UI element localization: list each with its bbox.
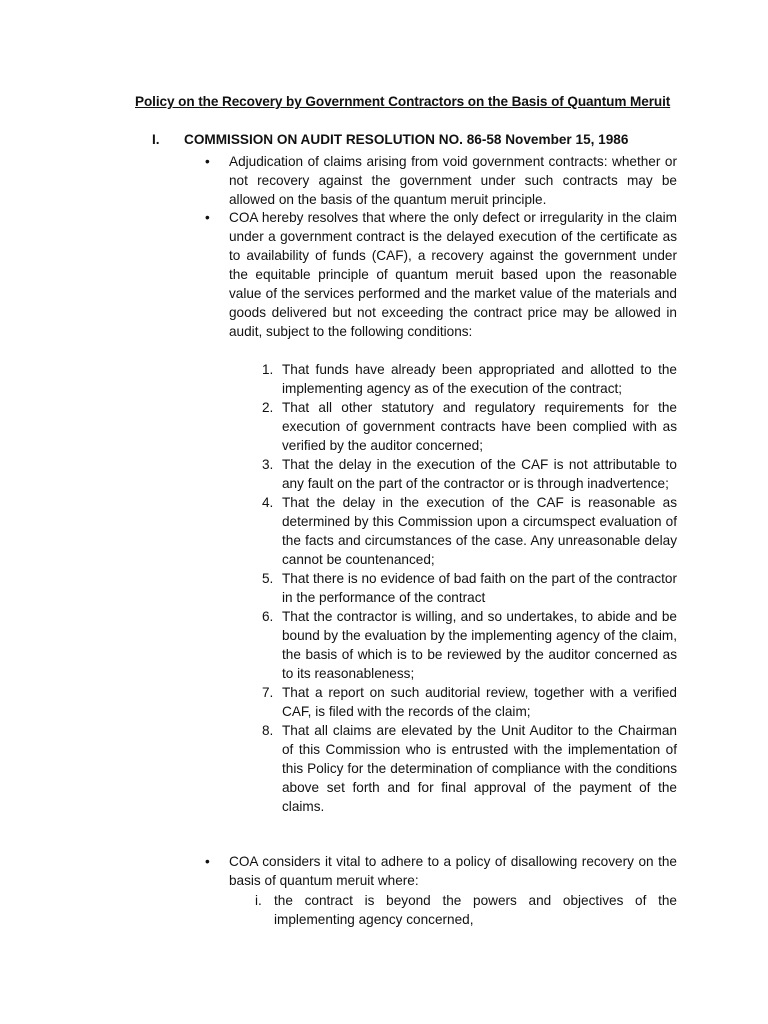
list-item-number: 7. [262, 685, 274, 700]
list-item-text: the contract is beyond the powers and objectives of the implementing agency concerned, [274, 893, 677, 927]
bullet-text: COA hereby resolves that where the only defect or irregularity in the claim under a government contract is the delayed execution of the certificate as to availability of funds (CAF), a recovery against the government under the equitable principle of quantum meruit based upon the reasonable value of the services performed and the market value of the materials and goods delivered but not exceeding the contract price may be allowed in audit, subject to the following conditions: [229, 210, 677, 339]
list-item [262, 398, 677, 455]
list-item-text: That a report on such auditorial review, together with a verified CAF, is filed with the records of the claim; [282, 685, 677, 719]
list-item-number: 4. [262, 495, 274, 510]
section-number: I. [152, 132, 160, 147]
list-item-number: 5. [262, 571, 274, 586]
section-heading-text: COMMISSION ON AUDIT RESOLUTION NO. 86-58 November 15, 1986 [184, 132, 629, 147]
bullet-item [205, 208, 677, 341]
bullet-text: COA considers it vital to adhere to a policy of disallowing recovery on the basis of quantum meruit where: [229, 854, 677, 888]
bullet-item [205, 152, 677, 209]
list-item [262, 607, 677, 683]
list-item-text: That all other statutory and regulatory requirements for the execution of government contracts have been complied with as verified by the auditor concerned; [282, 400, 677, 453]
list-item [255, 891, 677, 929]
list-item [262, 569, 677, 607]
bullet-icon: • [205, 854, 210, 869]
list-item-text: That all claims are elevated by the Unit Auditor to the Chairman of this Commission who is entrusted with the implementation of this Policy for the determination of compliance with the conditions above set forth and for final approval of the payment of the claims. [282, 723, 677, 814]
list-item-number: 1. [262, 362, 274, 377]
list-item-text: That the delay in the execution of the CAF is reasonable as determined by this Commission upon a circumspect evaluation of the facts and circumstances of the case. Any unreasonable delay cannot be countenanced; [282, 495, 677, 567]
bullet-item [205, 852, 677, 890]
list-item-numeral: i. [255, 893, 262, 908]
list-item-text: That the contractor is willing, and so undertakes, to abide and be bound by the evaluation by the implementing agency of the claim, the basis of which is to be reviewed by the auditor concerned as to its reasonableness; [282, 609, 677, 681]
conditions-list [262, 360, 677, 816]
list-item [262, 493, 677, 569]
list-item-text: That there is no evidence of bad faith on the part of the contractor in the performance of the contract [282, 571, 677, 605]
bullet-icon: • [205, 154, 210, 169]
list-item-number: 2. [262, 400, 274, 415]
list-item [262, 683, 677, 721]
section-heading [152, 132, 672, 147]
bullet-icon: • [205, 210, 210, 225]
document-title: Policy on the Recovery by Government Contractors on the Basis of Quantum Meruit [135, 94, 671, 109]
list-item-number: 6. [262, 609, 274, 624]
list-item-number: 8. [262, 723, 274, 738]
list-item [262, 721, 677, 816]
list-item [262, 455, 677, 493]
list-item-text: That funds have already been appropriated and allotted to the implementing agency as of the execution of the contract; [282, 362, 677, 396]
list-item [262, 360, 677, 398]
bullet-text: Adjudication of claims arising from void government contracts: whether or not recovery against the government under such contracts may be allowed on the basis of the quantum meruit principle. [229, 154, 677, 207]
list-item-number: 3. [262, 457, 274, 472]
list-item-text: That the delay in the execution of the CAF is not attributable to any fault on the part of the contractor or is through inadvertence; [282, 457, 677, 491]
